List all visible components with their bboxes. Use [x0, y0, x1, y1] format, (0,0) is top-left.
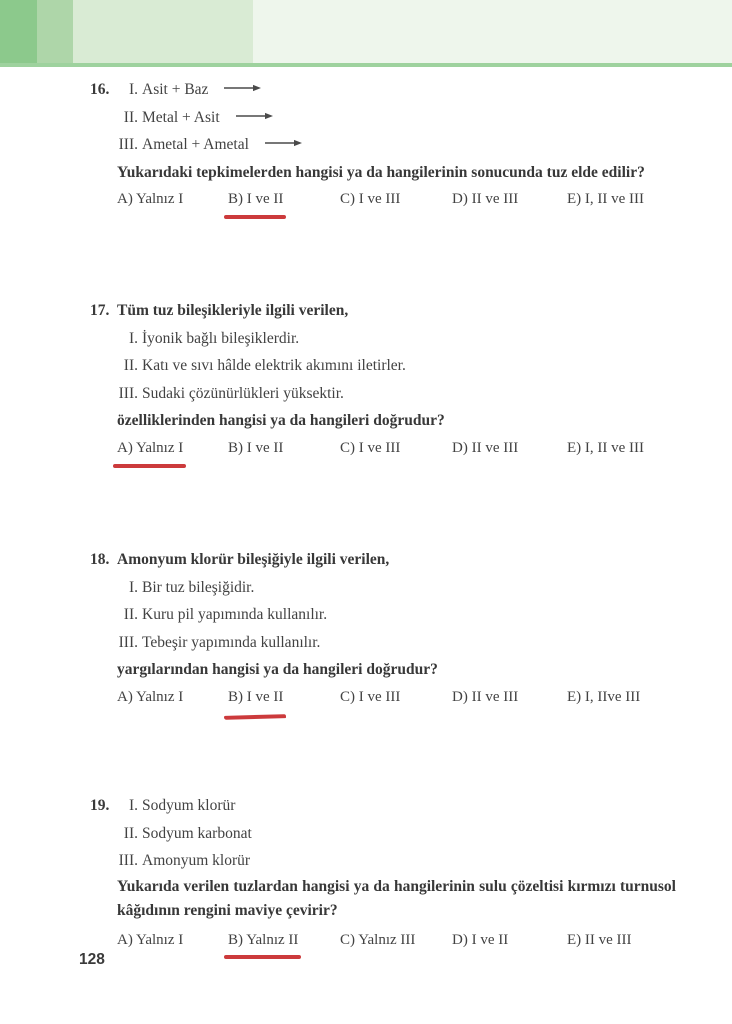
options-row — [90, 435, 676, 463]
options-row — [90, 927, 676, 955]
option-b: B) I ve II — [228, 439, 284, 456]
option-c: C) I ve III — [340, 439, 401, 456]
question-stem: Yukarıdaki tepkimelerden hangisi ya da hangilerinin sonucunda tuz elde edilir? — [117, 163, 645, 181]
option-c: C) I ve III — [340, 688, 401, 705]
option-e: E) II ve III — [567, 931, 632, 948]
item-text: Sudaki çözünürlükleri yüksektir. — [142, 384, 344, 402]
header-green-block-pale — [253, 0, 732, 63]
question-19 — [90, 792, 676, 954]
page-header-band — [0, 0, 732, 67]
reaction-arrow-icon — [235, 103, 273, 131]
question-number: 19. — [90, 797, 110, 814]
question-number: 17. — [90, 302, 110, 319]
question-stem-line-1: Yukarıda verilen tuzlardan hangisi ya da hangilerinin sulu çözeltisi kırmızı turnusol — [117, 877, 676, 895]
item-text: Ametal + Ametal — [142, 136, 249, 154]
header-green-block-medium — [37, 0, 73, 63]
option-d: D) I ve II — [452, 931, 509, 948]
item-text: Sodyum klorür — [142, 797, 236, 814]
question-17 — [90, 297, 676, 463]
option-c: C) I ve III — [340, 191, 401, 208]
question-stem-line-2: kâğıdının rengini maviye çevirir? — [117, 902, 338, 920]
header-divider-line — [0, 63, 732, 67]
item-text: Katı ve sıvı hâlde elektrik akımını iletirler. — [142, 357, 406, 375]
option-a: A) Yalnız I — [117, 688, 184, 705]
option-e: E) I, II ve III — [567, 191, 645, 208]
option-b: B) I ve II — [228, 684, 283, 712]
item-numeral: I. — [128, 329, 138, 347]
item-text: Metal + Asit — [142, 108, 220, 126]
option-e: E) I, IIve III — [567, 688, 641, 705]
item-numeral: III. — [118, 852, 138, 870]
option-d: D) II ve III — [452, 688, 519, 705]
item-numeral: I. — [128, 578, 138, 596]
header-green-block-light — [73, 0, 253, 63]
question-number: 18. — [90, 551, 110, 568]
question-18 — [90, 546, 676, 712]
option-d: D) II ve III — [452, 439, 519, 456]
header-green-block-dark — [0, 0, 37, 63]
option-d: D) II ve III — [452, 191, 519, 208]
options-row — [90, 186, 676, 214]
question-number: 16. — [90, 81, 110, 98]
item-numeral: I. — [128, 797, 138, 814]
item-text: Tebeşir yapımında kullanılır. — [142, 633, 321, 651]
question-intro: Tüm tuz bileşikleriyle ilgili verilen, — [117, 302, 349, 319]
item-numeral: II. — [123, 606, 138, 624]
options-row — [90, 684, 676, 712]
item-numeral: III. — [118, 633, 138, 651]
question-16 — [90, 76, 676, 214]
item-text: İyonik bağlı bileşiklerdir. — [142, 329, 300, 347]
item-numeral: III. — [118, 384, 138, 402]
item-numeral: II. — [123, 357, 138, 375]
reaction-arrow-icon — [223, 75, 261, 103]
item-numeral: I. — [128, 81, 138, 98]
item-numeral: II. — [123, 824, 138, 842]
question-stem: özelliklerinden hangisi ya da hangileri doğrudur? — [117, 412, 445, 430]
item-text: Sodyum karbonat — [142, 824, 252, 842]
item-text: Kuru pil yapımında kullanılır. — [142, 606, 328, 624]
option-e: E) I, II ve III — [567, 439, 645, 456]
item-numeral: III. — [118, 136, 138, 154]
option-b: B) Yalnız II — [228, 927, 298, 955]
item-text: Amonyum klorür — [142, 852, 251, 870]
item-text: Bir tuz bileşiğidir. — [142, 578, 255, 596]
option-a: A) Yalnız I — [117, 191, 184, 208]
item-numeral: II. — [123, 108, 138, 126]
option-a: A) Yalnız I — [117, 931, 184, 948]
page-number: 128 — [79, 951, 105, 968]
option-b: B) I ve II — [228, 186, 283, 214]
reaction-arrow-icon — [264, 130, 302, 158]
option-c: C) Yalnız III — [340, 931, 416, 948]
option-a: A) Yalnız I — [117, 435, 183, 463]
item-text: Asit + Baz — [142, 81, 209, 98]
question-stem: yargılarından hangisi ya da hangileri doğrudur? — [117, 661, 438, 679]
question-intro: Amonyum klorür bileşiğiyle ilgili verilen, — [117, 551, 390, 568]
